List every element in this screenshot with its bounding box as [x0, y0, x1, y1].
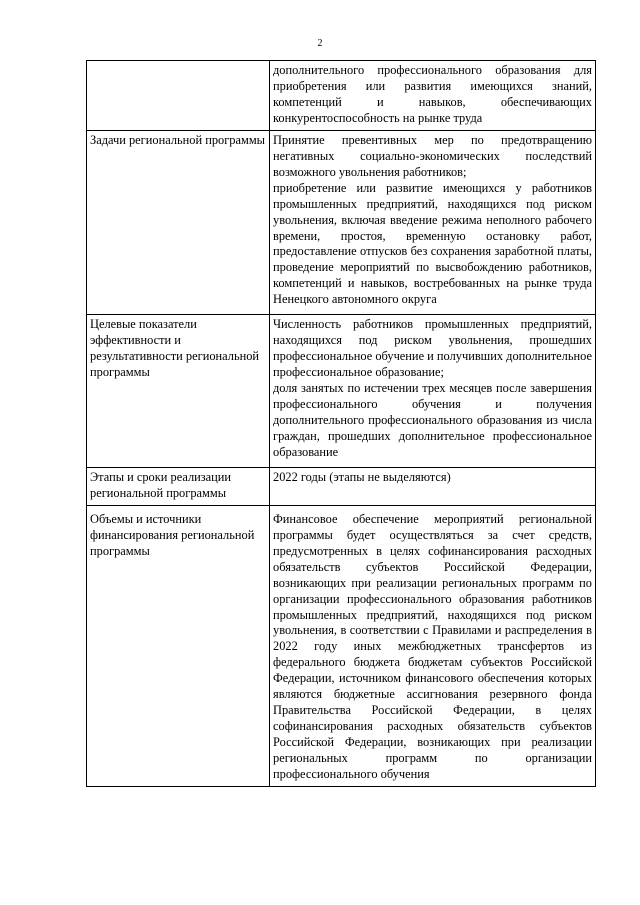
- row-value: [270, 315, 596, 468]
- value-paragraph: 2022 годы (этапы не выделяются): [273, 469, 451, 484]
- page-number: 2: [317, 38, 323, 49]
- row-label: Этапы и сроки реализации региональной программы: [87, 467, 270, 505]
- row-label: Целевые показатели эффективности и результативности региональной программы: [87, 315, 270, 468]
- value-paragraph: приобретение или развитие имеющихся у работников промышленных предприятий, находящихся под риском увольнения, включая введение режима неполного рабочего времени, простоя, временную остановку работ, предоставление отпусков без сохранения заработной платы, проведение мероприятий по высвобождению работников, компетенций и навыков, востребованных на рынке труда Ненецкого автономного округа: [273, 180, 592, 307]
- row-value: [270, 505, 596, 786]
- row-value: [270, 130, 596, 314]
- value-paragraph: Принятие превентивных мер по предотвращению негативных социально-экономических последствий возможного увольнения работников;: [273, 132, 592, 179]
- value-paragraph: дополнительного профессионального образования для приобретения или развития имеющихся знаний, компетенций и навыков, обеспечивающих конкурентоспособность на рынке труда: [273, 63, 592, 125]
- row-value: [270, 61, 596, 131]
- value-paragraph: Финансовое обеспечение мероприятий региональной программы будет осуществляться за счет средств, предусмотренных в целях софинансирования расходных обязательств субъектов Российской Федерации, возникающих при реализации региональных программ по организации профессионального образования работников промышленных предприятий, находящихся под риском увольнения, в соответствии с Правилами и распределения в 2022 году иных межбюджетных трансфертов из федерального бюджета бюджетам субъектов Российской Федерации, источником финансового обеспечения которых являются бюджетные ассигнования резервного фонда Правительства Российской Федерации, в целях софинансирования расходных обязательств субъектов Российской Федерации, возникающих при реализации региональных программ по организации профессионального обучения: [273, 511, 592, 782]
- row-value: [270, 467, 596, 505]
- row-label: Объемы и источники финансирования региональной программы: [87, 505, 270, 786]
- row-label: [87, 61, 270, 131]
- row-label: Задачи региональной программы: [87, 130, 270, 314]
- program-passport-table: [86, 60, 596, 787]
- table-row-financing: [87, 505, 596, 786]
- table-row-stages-and-terms: [87, 467, 596, 505]
- value-paragraph: Численность работников промышленных предприятий, находящихся под риском увольнения, прошедших профессиональное обучение и получивших дополнительное профессиональное образование;: [273, 317, 592, 380]
- table-row-target-indicators: [87, 315, 596, 468]
- value-paragraph: доля занятых по истечении трех месяцев после завершения профессионального обучения и получения дополнительного профессионального образования из числа граждан, прошедших дополнительное профессиональное образование: [273, 381, 592, 459]
- table-row-tasks: [87, 130, 596, 314]
- table-row-goal-continuation: [87, 61, 596, 131]
